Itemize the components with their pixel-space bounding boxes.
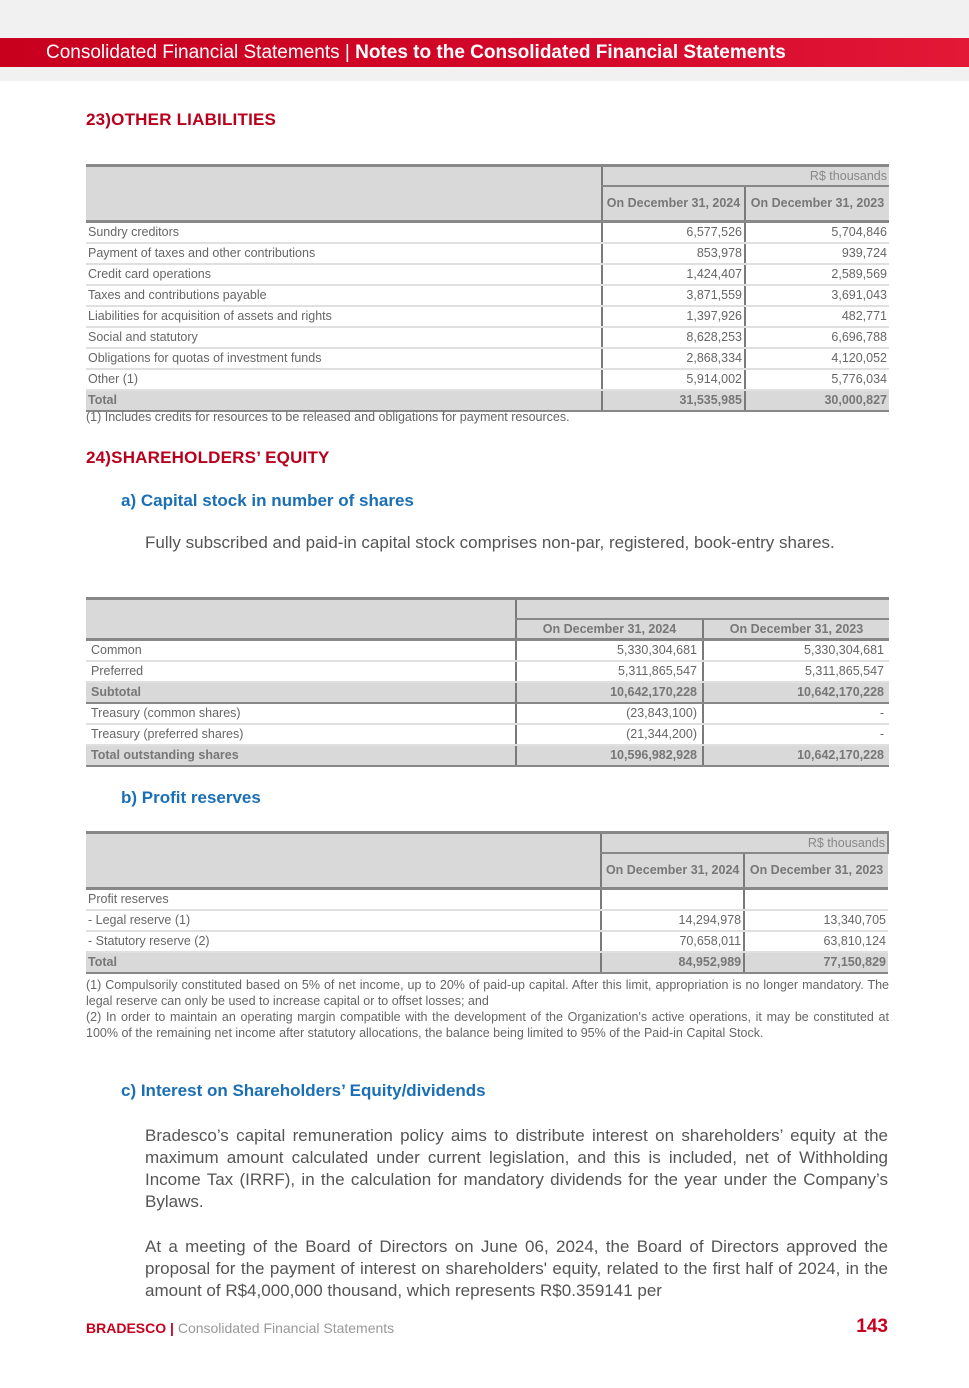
note23-heading: 23)OTHER LIABILITIES [86, 110, 277, 129]
capital-stock-heading: a) Capital stock in number of shares [121, 491, 414, 510]
table-row: Social and statutory 8,628,253 6,696,788 [86, 327, 889, 348]
header-under-margin [0, 67, 969, 81]
capital-stock-text: Fully subscribed and paid-in capital stock comprises non-par, registered, book-entry shares. [145, 533, 835, 552]
capital-stock-table [86, 597, 889, 767]
page-number: 143 [856, 1316, 888, 1337]
table-row: Other (1) 5,914,002 5,776,034 [86, 369, 889, 390]
unit-label: R$ thousands [601, 833, 888, 853]
footer-brand: BRADESCO [86, 1320, 167, 1336]
other-liabilities-table [86, 164, 889, 412]
col-header-2023: On December 31, 2023 [744, 853, 888, 889]
table-row: Common 5,330,304,681 5,330,304,681 [86, 640, 889, 661]
table-row: Preferred 5,311,865,547 5,311,865,547 [86, 661, 889, 682]
table-row: Obligations for quotas of investment funds 2,868,334 4,120,052 [86, 348, 889, 369]
header-section: Consolidated Financial Statements [46, 42, 340, 63]
header-blank [516, 599, 889, 619]
interest-paragraph-2: At a meeting of the Board of Directors on June 06, 2024, the Board of Directors approved the proposal for the payment of interest on shareholders' equity, related to the first half of 2024, in the amount of R$4,000,000 thousand, which represents R$0.359141 per [145, 1237, 888, 1300]
note23-footnote: (1) Includes credits for resources to be released and obligations for payment resources. [86, 410, 570, 424]
table-row: Credit card operations 1,424,407 2,589,569 [86, 264, 889, 285]
total-row: Total outstanding shares 10,596,982,928 10,642,170,228 [86, 745, 889, 766]
profit-reserves-table [86, 831, 889, 974]
header-separator: | [344, 42, 350, 63]
total-row: Total 84,952,989 77,150,829 [86, 952, 888, 973]
col-header-2024: On December 31, 2024 [601, 853, 744, 889]
interest-paragraph-1: Bradesco’s capital remuneration policy aims to distribute interest on shareholders’ equity at the maximum amount calculated under current legislation, and this is included, net of Withholding Income Tax (IRRF), in the calculation for mandatory dividends for the year under the Company’s Bylaws. [145, 1126, 888, 1211]
total-row: Total 31,535,985 30,000,827 [86, 390, 889, 411]
page-header-banner [0, 38, 969, 67]
table-row: Profit reserves [86, 889, 888, 910]
table-row: Taxes and contributions payable 3,871,559 3,691,043 [86, 285, 889, 306]
table-row: - Legal reserve (1) 14,294,978 13,340,705 [86, 910, 888, 931]
table-corner [86, 166, 602, 222]
table-row: Treasury (common shares) (23,843,100) - [86, 703, 889, 724]
profit-reserves-footnote-2: (2) In order to maintain an operating margin compatible with the development of the Organization's active operations, it may be constituted at 100% of the remaining net income after statutory allocations, the balance being limited to 95% of the Paid-in Capital Stock. [86, 1010, 889, 1040]
profit-reserves-heading: b) Profit reserves [121, 788, 261, 807]
header-title: Notes to the Consolidated Financial Statements [355, 42, 786, 63]
profit-reserves-footnote-1: (1) Compulsorily constituted based on 5% of net income, up to 20% of paid-up capital. After this limit, appropriation is no longer mandatory. The legal reserve can only be used to increase capital or to offset losses; and [86, 978, 889, 1008]
table-row: Treasury (preferred shares) (21,344,200) - [86, 724, 889, 745]
table-row: - Statutory reserve (2) 70,658,011 63,810,124 [86, 931, 888, 952]
note24-heading: 24)SHAREHOLDERS’ EQUITY [86, 448, 330, 467]
col-header-2023: On December 31, 2023 [703, 619, 889, 640]
table-row: Liabilities for acquisition of assets and rights 1,397,926 482,771 [86, 306, 889, 327]
col-header-2024: On December 31, 2024 [516, 619, 703, 640]
page-footer [86, 1320, 394, 1336]
col-header-2023: On December 31, 2023 [745, 186, 889, 222]
table-corner [86, 833, 601, 889]
table-row: Payment of taxes and other contributions 853,978 939,724 [86, 243, 889, 264]
interest-dividends-heading: c) Interest on Shareholders’ Equity/dividends [121, 1081, 486, 1100]
footer-separator: | [170, 1320, 174, 1336]
footer-doc-title: Consolidated Financial Statements [177, 1320, 395, 1336]
subtotal-row: Subtotal 10,642,170,228 10,642,170,228 [86, 682, 889, 703]
table-row: Sundry creditors 6,577,526 5,704,846 [86, 222, 889, 243]
top-margin [0, 0, 969, 38]
col-header-2024: On December 31, 2024 [602, 186, 745, 222]
unit-label: R$ thousands [602, 166, 889, 186]
table-corner [86, 599, 516, 640]
